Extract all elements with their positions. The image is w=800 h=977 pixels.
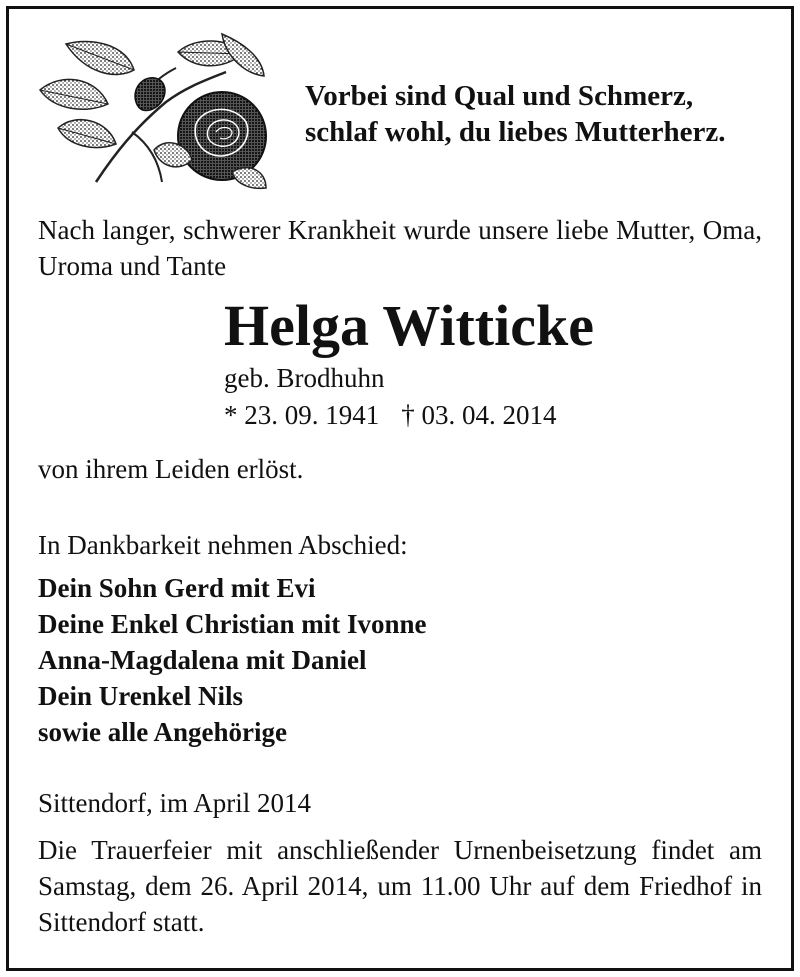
mourners-list [38,570,427,750]
mourner-line: Dein Urenkel Nils [38,681,244,711]
birth-date: * 23. 09. 1941 [224,400,380,430]
mourner-line: Deine Enkel Christian mit Ivonne [38,609,427,639]
death-date: † 03. 04. 2014 [401,400,557,430]
mourner-line: Anna-Magdalena mit Daniel [38,645,367,675]
released-text: von ihrem Leiden erlöst. [38,454,304,484]
deceased-name: Helga Witticke [224,293,594,358]
thanks-line: In Dankbarkeit nehmen Abschied: [38,530,408,560]
mourner-line: sowie alle Angehörige [38,717,287,747]
service-info: Die Trauerfeier mit anschließender Urnenbeisetzung findet am Samstag, dem 26. April 2014, um 11.00 Uhr auf dem Friedhof in Sittendorf statt. [38,835,762,937]
verse [305,78,765,150]
verse-line-1: Vorbei sind Qual und Schmerz, [305,80,694,112]
verse-line-2: schlaf wohl, du liebes Mutterherz. [305,116,726,148]
rose-illustration-icon [36,32,268,190]
life-dates [224,397,557,433]
mourner-line: Dein Sohn Gerd mit Evi [38,573,316,603]
place-date: Sittendorf, im April 2014 [38,788,311,818]
intro-text: Nach langer, schwerer Krankheit wurde unsere liebe Mutter, Oma, Uroma und Tante [38,215,762,281]
maiden-name: geb. Brodhuhn [224,363,385,393]
